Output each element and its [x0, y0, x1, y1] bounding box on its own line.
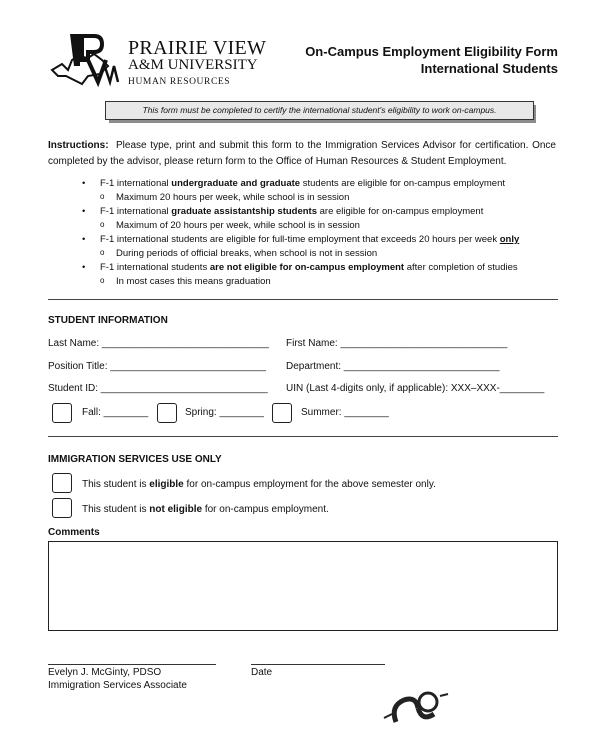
sub-rule-text: Maximum of 20 hours per week, while school is in session [116, 220, 360, 231]
spring-field[interactable]: Spring: ________ [185, 407, 264, 418]
rule-bold: only [499, 234, 520, 245]
statement-text: This student is [82, 479, 150, 490]
fall-field[interactable]: Fall: ________ [82, 407, 149, 418]
summer-field[interactable]: Summer: ________ [301, 407, 389, 418]
sub-bullet: o [100, 276, 105, 285]
section-divider [48, 436, 558, 437]
notice-banner: This form must be completed to certify the international student's eligibility to work on-campus. [105, 101, 534, 120]
not-eligible-statement [82, 504, 329, 515]
rule-text: F-1 international [100, 178, 172, 189]
statement-text: This student is [82, 504, 150, 515]
sub-bullet: o [100, 248, 105, 257]
rule-text: F-1 international students are eligible for full-time employment that exceeds 20 hours per week [100, 234, 500, 245]
summer-checkbox[interactable] [272, 403, 292, 423]
bullet: • [82, 262, 86, 273]
university-name-line2: A&M UNIVERSITY [128, 57, 258, 73]
comments-textarea[interactable] [48, 541, 558, 631]
sub-rule-text: During periods of official breaks, when school is not in session [116, 248, 378, 259]
form-subtitle: International Students [420, 61, 558, 76]
sub-rule-text: Maximum 20 hours per week, while school is in session [116, 192, 350, 203]
eligible-statement [82, 479, 436, 490]
department-field[interactable]: Department: ____________________________ [286, 361, 500, 372]
date-label: Date [251, 667, 273, 678]
student-info-heading: STUDENT INFORMATION [48, 315, 168, 326]
rule-text: F-1 international [100, 206, 172, 217]
bullet: • [82, 234, 86, 245]
instructions-text: Please type, print and submit this form to the Immigration Services Advisor for certification. Once completed by the advisor, please return form to the Office of Human Resources & Student Employment. [48, 140, 556, 167]
rule-text: students are eligible for on-campus employment [300, 178, 505, 189]
rule-text: F-1 international students [100, 262, 210, 273]
position-title-field[interactable]: Position Title: ____________________________ [48, 361, 266, 372]
uin-field[interactable]: UIN (Last 4-digits only, if applicable): XXX–XXX-________ [286, 383, 545, 394]
sub-bullet: o [100, 192, 105, 201]
university-logo [48, 30, 120, 88]
rule-bold: undergraduate and graduate [171, 178, 301, 189]
statement-text: for on-campus employment. [202, 504, 329, 515]
signatory-name: Evelyn J. McGinty, PDSO [48, 667, 162, 678]
sub-bullet: o [100, 220, 105, 229]
last-name-field[interactable]: Last Name: ______________________________ [48, 338, 269, 349]
not-eligible-checkbox[interactable] [52, 498, 72, 518]
sub-rule-text: In most cases this means graduation [116, 276, 271, 287]
department-name: HUMAN RESOURCES [128, 77, 231, 87]
section-divider [48, 299, 558, 300]
university-name-line1: PRAIRIE VIEW [128, 37, 267, 59]
first-name-field[interactable]: First Name: ______________________________ [286, 338, 508, 349]
comments-label: Comments [48, 527, 100, 538]
rule-bold: graduate assistantship students [171, 206, 317, 217]
immigration-heading: IMMIGRATION SERVICES USE ONLY [48, 454, 222, 465]
signature-line [48, 664, 216, 665]
spring-checkbox[interactable] [157, 403, 177, 423]
rule-text: after completion of studies [404, 262, 518, 273]
instructions [48, 138, 556, 170]
rule-bold: are not eligible for on-campus employment [209, 262, 405, 273]
statement-bold: not eligible [149, 504, 203, 515]
form-title: On-Campus Employment Eligibility Form [305, 44, 558, 59]
fall-checkbox[interactable] [52, 403, 72, 423]
seal-stamp-partial [382, 682, 452, 730]
signatory-title: Immigration Services Associate [48, 680, 187, 691]
student-id-field[interactable]: Student ID: ______________________________ [48, 383, 268, 394]
date-line [251, 664, 385, 665]
eligible-checkbox[interactable] [52, 473, 72, 493]
rule-text: are eligible for on-campus employment [317, 206, 484, 217]
bullet: • [82, 206, 86, 217]
statement-bold: eligible [149, 479, 184, 490]
instructions-label: Instructions: [48, 140, 109, 151]
bullet: • [82, 178, 86, 189]
statement-text: for on-campus employment for the above semester only. [183, 479, 436, 490]
